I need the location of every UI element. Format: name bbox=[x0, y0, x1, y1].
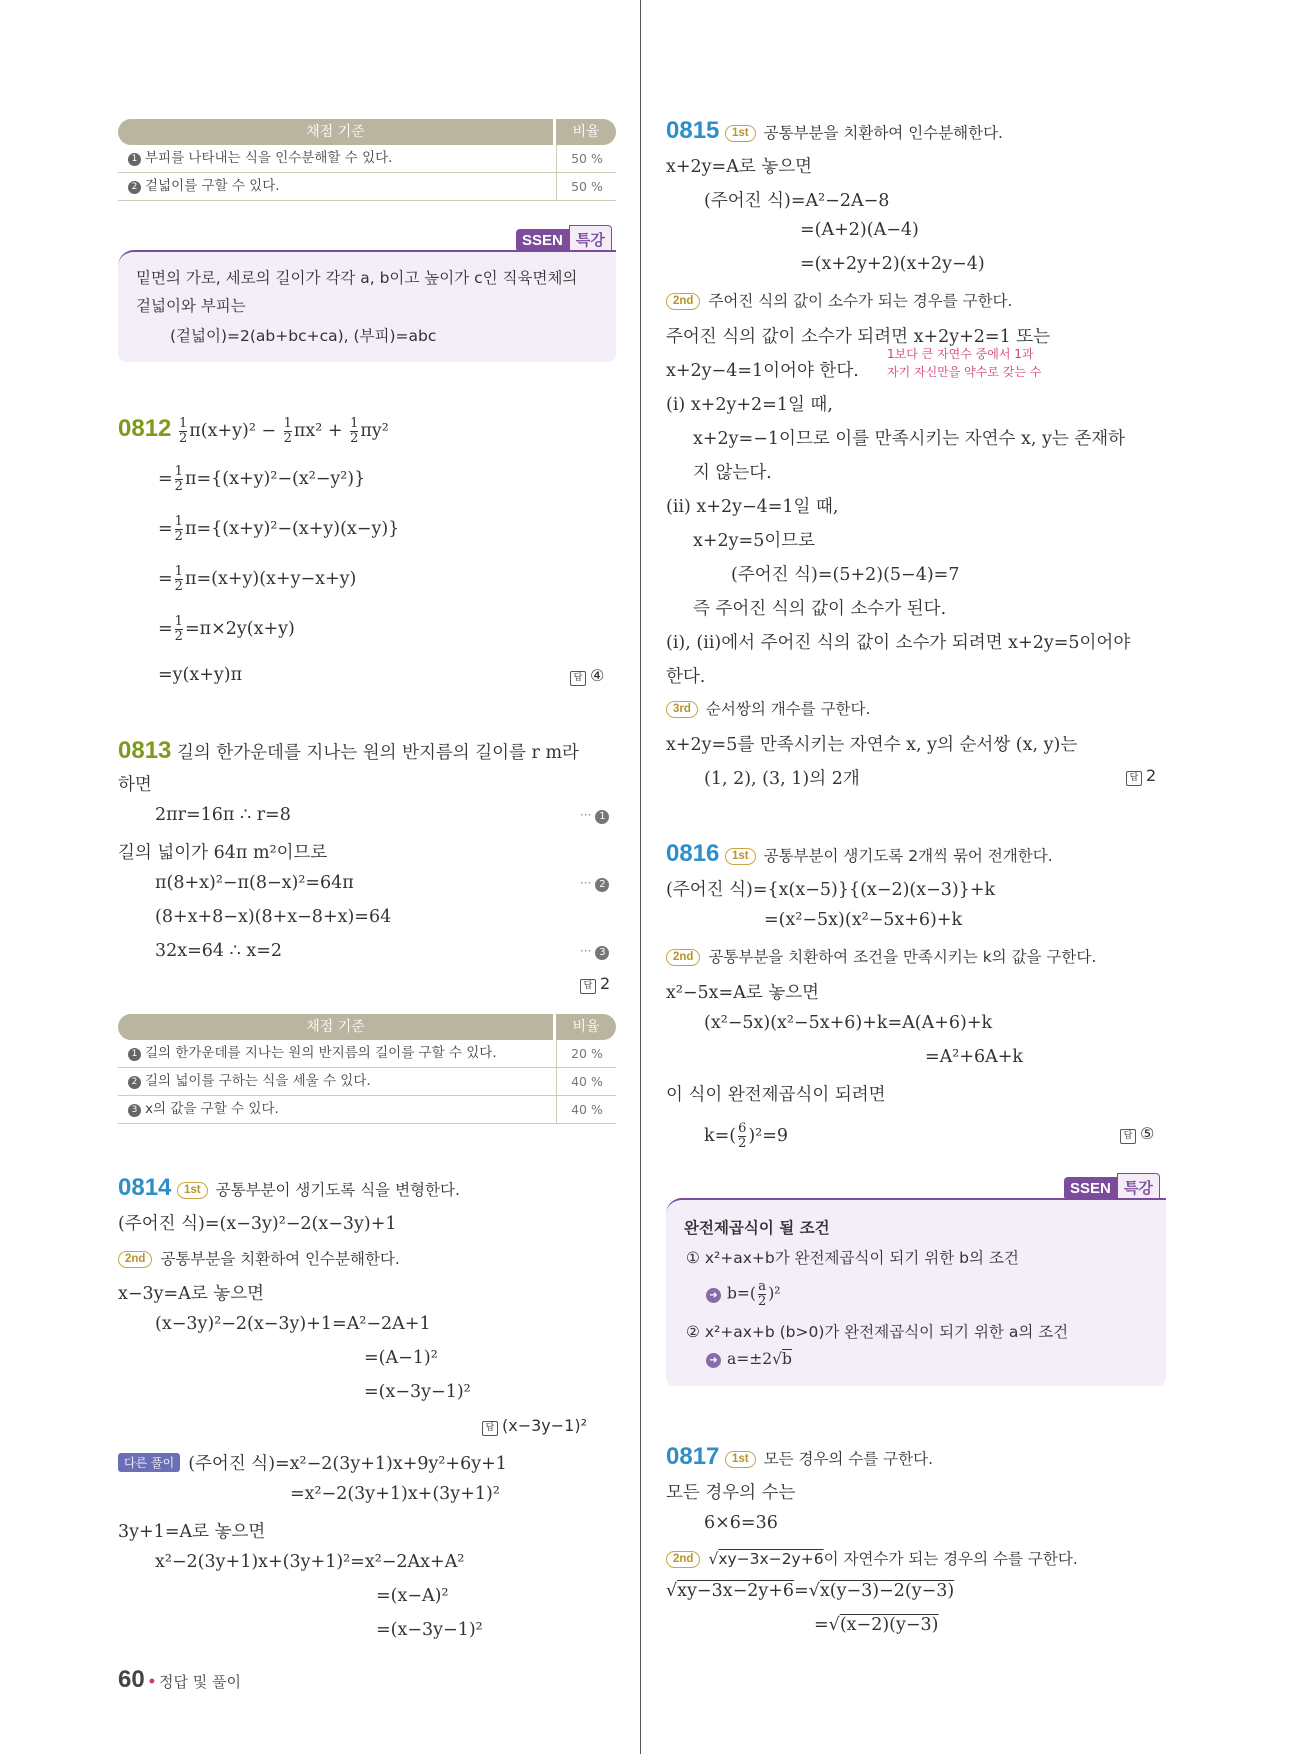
step-marker: ··· 1 bbox=[580, 808, 609, 824]
prime-note: 자기 자신만을 약수로 갖는 수 bbox=[887, 365, 1042, 379]
problem-0812-line bbox=[118, 415, 389, 446]
answer-value: 2 bbox=[600, 974, 611, 993]
math-line: (x−3y)²−2(x−3y)+1=A²−2A+1 bbox=[155, 1314, 431, 1334]
math-line: x+2y=−1이므로 이를 만족시키는 자연수 x, y는 존재하 bbox=[693, 429, 1126, 449]
tip-result: ➜ b=( $\frac{a}{2}$ )² bbox=[706, 1280, 781, 1309]
math-line: (ⅱ) x+2y−4=1일 때, bbox=[666, 497, 839, 517]
math-line: (8+x+8−x)(8+x−8+x)=64 bbox=[155, 907, 392, 927]
text-line: 모든 경우의 수는 bbox=[666, 1483, 796, 1503]
answer-icon: 답 bbox=[1126, 771, 1142, 786]
table-row: 3 x의 값을 구할 수 있다. 40 % bbox=[118, 1096, 616, 1124]
step-badge: 2nd bbox=[666, 949, 700, 966]
math-line: = $\frac{1}{2}$ =π×2y(x+y) bbox=[158, 614, 295, 644]
criterion-text: 길의 한가운데를 지나는 원의 반지름의 길이를 구할 수 있다. bbox=[145, 1045, 497, 1061]
math-line: (x²−5x)(x²−5x+6)+k=A(A+6)+k bbox=[704, 1013, 993, 1033]
table-row bbox=[118, 173, 616, 201]
problem-0817-line: 0817 1st 모든 경우의 수를 구한다. bbox=[666, 1443, 934, 1470]
problem-number: 0812 bbox=[118, 415, 172, 442]
answer-value: ④ bbox=[590, 666, 605, 685]
math-line: x+2y=5이므로 bbox=[693, 531, 816, 551]
prime-note: 1보다 큰 자연수 중에서 1과 bbox=[887, 347, 1034, 361]
math-line: = $\frac{1}{2}$ π={(x+y)²−(x²−y²)} bbox=[158, 464, 366, 494]
text-line: 이 식이 완전제곱식이 되려면 bbox=[666, 1085, 886, 1105]
grading-table-header bbox=[118, 119, 616, 145]
criterion-text: x의 값을 구할 수 있다. bbox=[145, 1101, 279, 1117]
column-divider bbox=[640, 0, 641, 1754]
grading-table-header bbox=[118, 1014, 616, 1040]
math-text: π(x+y)² − bbox=[189, 421, 282, 441]
criterion-text: 부피를 나타내는 식을 인수분해할 수 있다. bbox=[145, 150, 393, 166]
step-line: 2nd 공통부분을 치환하여 조건을 만족시키는 k의 값을 구한다. bbox=[666, 945, 1096, 967]
answer-icon: 답 bbox=[570, 671, 586, 686]
fraction: $\frac{1}{2}$ bbox=[178, 416, 188, 446]
ssen-tip-box-1 bbox=[118, 250, 616, 362]
table-row: 2 길의 넓이를 구하는 식을 세울 수 있다. 40 % bbox=[118, 1068, 616, 1096]
criteria-header: 채점 기준 bbox=[118, 119, 553, 145]
grading-table-0813 bbox=[118, 1014, 616, 1124]
step-marker: ··· 2 bbox=[580, 876, 609, 892]
answer-value: 2 bbox=[1146, 766, 1157, 785]
text-line: 길의 넓이가 64π m²이므로 bbox=[118, 843, 328, 863]
answer-value: (x−3y−1)² bbox=[502, 1416, 588, 1435]
step-badge: 2nd bbox=[118, 1251, 152, 1268]
math-line: x+2y=5를 만족시키는 자연수 x, y의 순서쌍 (x, y)는 bbox=[666, 735, 1078, 755]
answer-mark bbox=[1120, 1124, 1154, 1144]
text-line: 지 않는다. bbox=[693, 463, 772, 483]
answer-mark bbox=[580, 974, 610, 994]
math-line: (주어진 식)={x(x−5)}{(x−2)(x−3)}+k bbox=[666, 880, 996, 900]
tip-line: 겉넓이와 부피는 bbox=[136, 297, 246, 315]
answer-value: ⑤ bbox=[1140, 1124, 1155, 1143]
answer-icon: 답 bbox=[1120, 1129, 1136, 1144]
page-footer bbox=[118, 1666, 241, 1694]
math-line: 2πr=16π ∴ r=8 bbox=[155, 805, 291, 825]
problem-number: 0813 bbox=[118, 737, 172, 764]
tip-result: ➜ a=±2√b bbox=[706, 1350, 792, 1368]
step-badge: 1st bbox=[725, 1451, 756, 1468]
tip-condition: ② x²+ax+b (b>0)가 완전제곱식이 되기 위한 a의 조건 bbox=[686, 1323, 1069, 1341]
criterion-ratio: 40 % bbox=[556, 1068, 617, 1095]
math-line: (주어진 식)=A²−2A−8 bbox=[704, 191, 890, 211]
problem-number: 0814 bbox=[118, 1174, 172, 1201]
criterion-ratio: 20 % bbox=[556, 1040, 617, 1067]
ssen-special-label: 특강 bbox=[1117, 1173, 1160, 1202]
ssen-tip-box-2 bbox=[666, 1198, 1166, 1386]
criterion-number: 1 bbox=[128, 153, 141, 166]
footer-dot: • bbox=[148, 1671, 156, 1691]
step-line: 2nd 공통부분을 치환하여 인수분해한다. bbox=[118, 1247, 400, 1269]
text-line: 한다. bbox=[666, 667, 706, 687]
math-line: (주어진 식)=(x−3y)²−2(x−3y)+1 bbox=[118, 1214, 397, 1234]
math-line: x+2y=A로 놓으면 bbox=[666, 157, 813, 177]
math-line: x+2y−4=1이어야 한다. bbox=[666, 361, 859, 381]
grading-table-0811 bbox=[118, 119, 616, 201]
math-line: =(x−3y−1)² bbox=[364, 1382, 471, 1402]
math-line: =(x−3y−1)² bbox=[376, 1620, 483, 1640]
problem-0816-line: 0816 1st 공통부분이 생기도록 2개씩 묶어 전개한다. bbox=[666, 840, 1053, 867]
math-line: =A²+6A+k bbox=[925, 1047, 1024, 1067]
math-text: πy² bbox=[360, 421, 389, 441]
math-line: =y(x+y)π bbox=[158, 665, 243, 685]
math-line: = $\frac{1}{2}$ π={(x+y)²−(x+y)(x−y)} bbox=[158, 514, 400, 544]
answer-mark bbox=[1126, 766, 1156, 786]
step-line: 2nd √xy−3x−2y+6이 자연수가 되는 경우의 수를 구한다. bbox=[666, 1547, 1078, 1569]
step-badge: 1st bbox=[725, 848, 756, 865]
ssen-special-label: 특강 bbox=[569, 225, 612, 254]
math-line: =(x+2y+2)(x+2y−4) bbox=[800, 254, 985, 274]
tip-condition: ① x²+ax+b가 완전제곱식이 되기 위한 b의 조건 bbox=[686, 1249, 1019, 1267]
criterion-text: 겉넓이를 구할 수 있다. bbox=[145, 178, 280, 194]
math-line: =√(x−2)(y−3) bbox=[814, 1615, 939, 1635]
math-line: (주어진 식)=(5+2)(5−4)=7 bbox=[731, 565, 960, 585]
step-marker: ··· 3 bbox=[580, 944, 609, 960]
answer-mark bbox=[482, 1416, 587, 1436]
math-line: (ⅰ) x+2y+2=1일 때, bbox=[666, 395, 833, 415]
criterion-ratio: 40 % bbox=[556, 1096, 617, 1123]
step-line: 3rd 순서쌍의 개수를 구한다. bbox=[666, 697, 870, 719]
tip-line: 밑면의 가로, 세로의 길이가 각각 a, b이고 높이가 c인 직육면체의 bbox=[136, 269, 578, 287]
criterion-number: 2 bbox=[128, 181, 141, 194]
math-line: π(8+x)²−π(8−x)²=64π bbox=[155, 873, 354, 893]
arrow-right-icon: ➜ bbox=[706, 1353, 721, 1368]
criteria-header: 채점 기준 bbox=[118, 1014, 553, 1040]
alt-solution-tag: 다른 풀이 bbox=[118, 1453, 180, 1472]
page-number: 60 bbox=[118, 1666, 145, 1693]
alt-solution-line: 다른 풀이 (주어진 식)=x²−2(3y+1)x+9y²+6y+1 bbox=[118, 1450, 507, 1475]
step-badge: 1st bbox=[725, 125, 756, 142]
math-line: 6×6=36 bbox=[704, 1513, 778, 1533]
math-line: =(A−1)² bbox=[364, 1348, 438, 1368]
math-line: (ⅰ), (ⅱ)에서 주어진 식의 값이 소수가 되려면 x+2y=5이어야 bbox=[666, 633, 1131, 653]
answer-mark bbox=[570, 666, 604, 686]
math-line: 32x=64 ∴ x=2 bbox=[155, 941, 282, 961]
math-line: =(x−A)² bbox=[376, 1586, 449, 1606]
problem-number: 0816 bbox=[666, 840, 720, 867]
problem-number: 0815 bbox=[666, 117, 720, 144]
ssen-label: SSEN bbox=[1064, 1177, 1117, 1200]
math-line: =x²−2(3y+1)x+(3y+1)² bbox=[290, 1484, 500, 1504]
criterion-ratio: 50 % bbox=[556, 173, 617, 200]
problem-0815-line: 0815 1st 공통부분을 치환하여 인수분해한다. bbox=[666, 117, 1003, 144]
tip-formula: (겉넓이)=2(ab+bc+ca), (부피)=abc bbox=[170, 327, 437, 345]
step-badge: 2nd bbox=[666, 1551, 700, 1568]
table-row bbox=[118, 145, 616, 173]
step-badge: 2nd bbox=[666, 293, 700, 310]
math-line: =(x²−5x)(x²−5x+6)+k bbox=[764, 910, 963, 930]
math-line: x²−5x=A로 놓으면 bbox=[666, 983, 820, 1003]
math-line: (1, 2), (3, 1)의 2개 bbox=[704, 769, 860, 789]
ssen-label: SSEN bbox=[516, 229, 569, 252]
criterion-text: 길의 넓이를 구하는 식을 세울 수 있다. bbox=[145, 1073, 371, 1089]
math-line: 주어진 식의 값이 소수가 되려면 x+2y+2=1 또는 bbox=[666, 327, 1051, 347]
step-badge: 1st bbox=[177, 1182, 208, 1199]
math-line: k=( $\frac{6}{2}$ )²=9 bbox=[704, 1121, 789, 1151]
tip-title: 완전제곱식이 될 조건 bbox=[684, 1219, 830, 1237]
math-line: √xy−3x−2y+6=√x(y−3)−2(y−3) bbox=[666, 1581, 955, 1601]
fraction: $\frac{1}{2}$ bbox=[283, 416, 292, 446]
fraction: $\frac{1}{2}$ bbox=[350, 416, 359, 446]
problem-0814-line: 0814 1st 공통부분이 생기도록 식을 변형한다. bbox=[118, 1174, 460, 1201]
math-line: x−3y=A로 놓으면 bbox=[118, 1284, 265, 1304]
math-line: x²−2(3y+1)x+(3y+1)²=x²−2Ax+A² bbox=[155, 1552, 465, 1572]
problem-number: 0817 bbox=[666, 1443, 720, 1470]
problem-0813-line: 0813 길의 한가운데를 지나는 원의 반지름의 길이를 r m라 bbox=[118, 737, 579, 764]
answer-icon: 답 bbox=[580, 979, 596, 994]
table-row: 1 길의 한가운데를 지나는 원의 반지름의 길이를 구할 수 있다. 20 % bbox=[118, 1040, 616, 1068]
math-line: =(A+2)(A−4) bbox=[800, 220, 919, 240]
step-line: 2nd 주어진 식의 값이 소수가 되는 경우를 구한다. bbox=[666, 289, 1012, 311]
step-badge: 3rd bbox=[666, 701, 698, 718]
ratio-header: 비율 bbox=[556, 119, 616, 145]
ratio-header: 비율 bbox=[556, 1014, 616, 1040]
math-text: πx² + bbox=[293, 421, 349, 441]
math-line: = $\frac{1}{2}$ π=(x+y)(x+y−x+y) bbox=[158, 564, 357, 594]
arrow-right-icon: ➜ bbox=[706, 1288, 721, 1303]
answer-icon: 답 bbox=[482, 1421, 498, 1436]
text-line: 하면 bbox=[118, 775, 152, 795]
criterion-ratio: 50 % bbox=[556, 145, 617, 172]
text-line: 즉 주어진 식의 값이 소수가 된다. bbox=[693, 599, 947, 619]
section-label: 정답 및 풀이 bbox=[159, 1673, 242, 1691]
math-line: 3y+1=A로 놓으면 bbox=[118, 1522, 266, 1542]
